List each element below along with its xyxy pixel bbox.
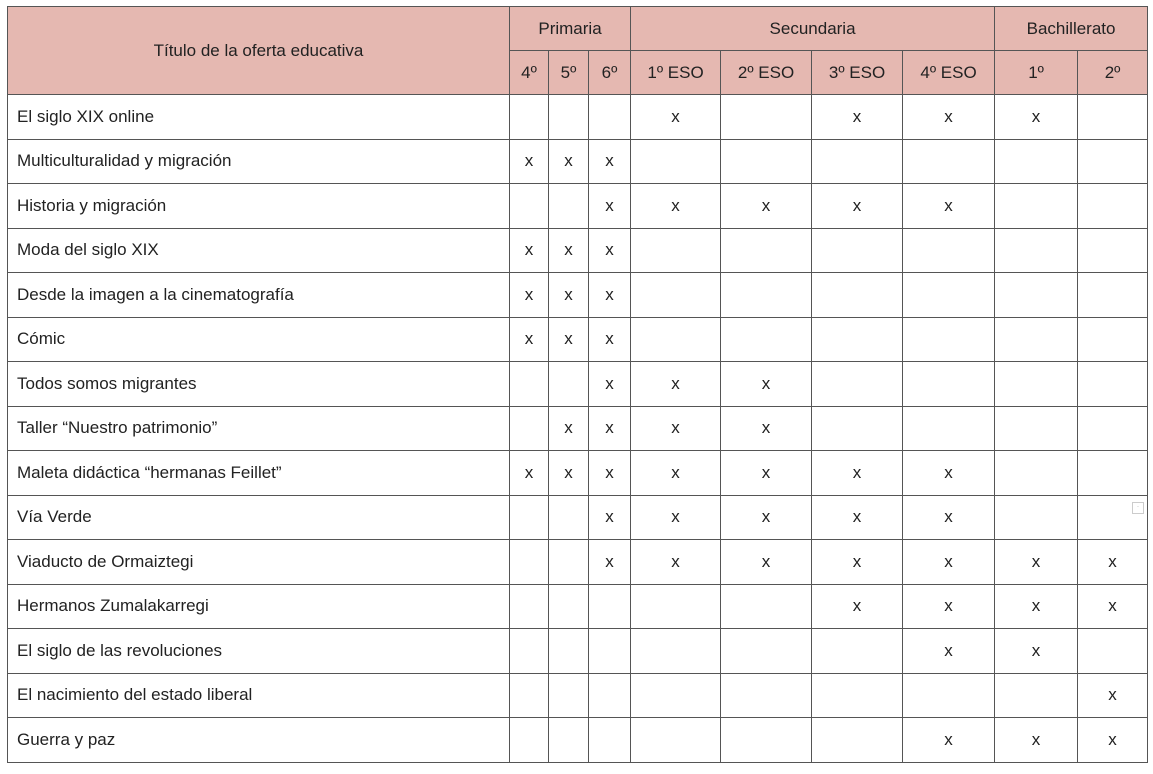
group-header-primaria: Primaria xyxy=(510,7,631,51)
offer-title-cell: El siglo XIX online xyxy=(8,95,510,140)
level-mark-cell: x xyxy=(995,629,1078,674)
offer-title-cell: El nacimiento del estado liberal xyxy=(8,673,510,718)
subcolumn-header: 4º xyxy=(510,51,549,95)
level-mark-cell xyxy=(721,228,812,273)
table-header xyxy=(8,7,1148,95)
level-mark-cell: x xyxy=(510,228,549,273)
level-mark-cell: x xyxy=(1078,584,1148,629)
level-mark-cell xyxy=(1078,362,1148,407)
level-mark-cell xyxy=(903,406,995,451)
level-mark-cell xyxy=(1078,317,1148,362)
level-mark-cell: x xyxy=(721,362,812,407)
table-row xyxy=(8,673,1148,718)
level-mark-cell xyxy=(1078,451,1148,496)
level-mark-cell xyxy=(549,95,589,140)
offer-title-cell: Vía Verde xyxy=(8,495,510,540)
level-mark-cell xyxy=(812,406,903,451)
level-mark-cell xyxy=(631,673,721,718)
level-mark-cell: x xyxy=(631,362,721,407)
level-mark-cell xyxy=(510,95,549,140)
table-row xyxy=(8,495,1148,540)
level-mark-cell: x xyxy=(903,95,995,140)
subcolumn-header: 2º xyxy=(1078,51,1148,95)
level-mark-cell xyxy=(510,540,549,585)
level-mark-cell: x xyxy=(631,540,721,585)
level-mark-cell xyxy=(549,718,589,763)
offer-title-cell: Todos somos migrantes xyxy=(8,362,510,407)
level-mark-cell xyxy=(1078,228,1148,273)
level-mark-cell: x xyxy=(995,718,1078,763)
level-mark-cell xyxy=(903,673,995,718)
offer-title-cell: Multiculturalidad y migración xyxy=(8,139,510,184)
table-row xyxy=(8,273,1148,318)
table-row xyxy=(8,317,1148,362)
level-mark-cell: x xyxy=(812,584,903,629)
level-mark-cell xyxy=(589,95,631,140)
level-mark-cell: x xyxy=(1078,540,1148,585)
level-mark-cell xyxy=(995,406,1078,451)
level-mark-cell xyxy=(721,139,812,184)
group-header-bachillerato: Bachillerato xyxy=(995,7,1148,51)
level-mark-cell: x xyxy=(903,629,995,674)
offer-title-cell: Maleta didáctica “hermanas Feillet” xyxy=(8,451,510,496)
level-mark-cell: x xyxy=(631,451,721,496)
level-mark-cell: x xyxy=(721,406,812,451)
table-row xyxy=(8,406,1148,451)
offer-title-cell: Guerra y paz xyxy=(8,718,510,763)
level-mark-cell xyxy=(903,317,995,362)
level-mark-cell xyxy=(721,317,812,362)
level-mark-cell: x xyxy=(549,317,589,362)
level-mark-cell: x xyxy=(549,228,589,273)
offer-title-cell: El siglo de las revoluciones xyxy=(8,629,510,674)
level-mark-cell xyxy=(812,317,903,362)
offer-title-cell: Hermanos Zumalakarregi xyxy=(8,584,510,629)
subcolumn-header: 1º ESO xyxy=(631,51,721,95)
level-mark-cell: x xyxy=(812,495,903,540)
level-mark-cell: x xyxy=(1078,718,1148,763)
level-mark-cell xyxy=(1078,139,1148,184)
level-mark-cell: x xyxy=(903,540,995,585)
level-mark-cell xyxy=(812,139,903,184)
subcolumn-header: 3º ESO xyxy=(812,51,903,95)
level-mark-cell: x xyxy=(721,451,812,496)
level-mark-cell xyxy=(510,362,549,407)
level-mark-cell: x xyxy=(589,362,631,407)
level-mark-cell: x xyxy=(589,317,631,362)
level-mark-cell xyxy=(995,184,1078,229)
level-mark-cell xyxy=(812,718,903,763)
level-mark-cell: x xyxy=(631,184,721,229)
level-mark-cell xyxy=(1078,184,1148,229)
level-mark-cell: x xyxy=(812,95,903,140)
level-mark-cell xyxy=(549,540,589,585)
level-mark-cell xyxy=(995,273,1078,318)
subcolumn-header: 4º ESO xyxy=(903,51,995,95)
level-mark-cell: x xyxy=(995,540,1078,585)
level-mark-cell xyxy=(721,673,812,718)
table-row xyxy=(8,228,1148,273)
level-mark-cell xyxy=(549,184,589,229)
table-row xyxy=(8,718,1148,763)
level-mark-cell: x xyxy=(903,584,995,629)
level-mark-cell xyxy=(812,629,903,674)
level-mark-cell xyxy=(721,718,812,763)
level-mark-cell xyxy=(903,139,995,184)
resize-handle-icon[interactable]: ⋅ xyxy=(1132,502,1144,514)
offer-title-cell: Desde la imagen a la cinematografía xyxy=(8,273,510,318)
level-mark-cell xyxy=(510,184,549,229)
table-row xyxy=(8,139,1148,184)
level-mark-cell xyxy=(721,95,812,140)
level-mark-cell: x xyxy=(903,451,995,496)
level-mark-cell xyxy=(995,228,1078,273)
level-mark-cell: x xyxy=(631,95,721,140)
table-row xyxy=(8,629,1148,674)
level-mark-cell: x xyxy=(589,228,631,273)
level-mark-cell: x xyxy=(589,406,631,451)
offer-title-cell: Cómic xyxy=(8,317,510,362)
offer-title-cell: Historia y migración xyxy=(8,184,510,229)
level-mark-cell xyxy=(549,362,589,407)
level-mark-cell xyxy=(631,273,721,318)
level-mark-cell xyxy=(589,718,631,763)
level-mark-cell: x xyxy=(903,718,995,763)
level-mark-cell xyxy=(995,139,1078,184)
level-mark-cell xyxy=(995,317,1078,362)
level-mark-cell: x xyxy=(549,406,589,451)
level-mark-cell xyxy=(510,718,549,763)
level-mark-cell: x xyxy=(589,540,631,585)
level-mark-cell: x xyxy=(631,406,721,451)
level-mark-cell: x xyxy=(812,184,903,229)
level-mark-cell xyxy=(510,495,549,540)
level-mark-cell xyxy=(1078,273,1148,318)
subcolumn-header: 6º xyxy=(589,51,631,95)
level-mark-cell: x xyxy=(589,495,631,540)
level-mark-cell xyxy=(1078,95,1148,140)
level-mark-cell xyxy=(1078,406,1148,451)
table-row xyxy=(8,95,1148,140)
level-mark-cell xyxy=(631,228,721,273)
level-mark-cell: x xyxy=(1078,673,1148,718)
table-row xyxy=(8,184,1148,229)
level-mark-cell xyxy=(589,584,631,629)
level-mark-cell: x xyxy=(510,451,549,496)
level-mark-cell: x xyxy=(903,495,995,540)
level-mark-cell xyxy=(903,228,995,273)
level-mark-cell xyxy=(549,495,589,540)
level-mark-cell xyxy=(631,317,721,362)
level-mark-cell xyxy=(995,673,1078,718)
level-mark-cell xyxy=(812,228,903,273)
level-mark-cell: x xyxy=(549,273,589,318)
level-mark-cell xyxy=(510,406,549,451)
level-mark-cell xyxy=(721,273,812,318)
level-mark-cell xyxy=(903,362,995,407)
level-mark-cell: x xyxy=(721,495,812,540)
level-mark-cell: x xyxy=(589,451,631,496)
level-mark-cell: x xyxy=(589,273,631,318)
subcolumn-header: 1º xyxy=(995,51,1078,95)
level-mark-cell: x xyxy=(812,451,903,496)
offer-table xyxy=(7,6,1148,763)
level-mark-cell: x xyxy=(589,139,631,184)
level-mark-cell xyxy=(631,718,721,763)
table-row xyxy=(8,362,1148,407)
level-mark-cell: x xyxy=(510,317,549,362)
level-mark-cell xyxy=(812,673,903,718)
title-column-header: Título de la oferta educativa xyxy=(8,7,510,95)
group-header-secundaria: Secundaria xyxy=(631,7,995,51)
level-mark-cell xyxy=(995,362,1078,407)
level-mark-cell: x xyxy=(995,584,1078,629)
subcolumn-header: 2º ESO xyxy=(721,51,812,95)
level-mark-cell xyxy=(510,584,549,629)
level-mark-cell: x xyxy=(589,184,631,229)
level-mark-cell xyxy=(995,451,1078,496)
table-row xyxy=(8,451,1148,496)
level-mark-cell: x xyxy=(721,540,812,585)
level-mark-cell xyxy=(1078,629,1148,674)
level-mark-cell: x xyxy=(549,451,589,496)
level-mark-cell xyxy=(812,273,903,318)
level-mark-cell xyxy=(721,584,812,629)
table-body xyxy=(8,95,1148,763)
level-mark-cell xyxy=(549,673,589,718)
level-mark-cell xyxy=(510,629,549,674)
level-mark-cell xyxy=(812,362,903,407)
level-mark-cell xyxy=(903,273,995,318)
offer-title-cell: Taller “Nuestro patrimonio” xyxy=(8,406,510,451)
level-mark-cell: x xyxy=(510,139,549,184)
subcolumn-header: 5º xyxy=(549,51,589,95)
level-mark-cell xyxy=(631,139,721,184)
level-mark-cell xyxy=(549,584,589,629)
level-mark-cell: x xyxy=(995,95,1078,140)
level-mark-cell xyxy=(510,673,549,718)
level-mark-cell xyxy=(589,673,631,718)
level-mark-cell xyxy=(631,629,721,674)
level-mark-cell: x xyxy=(631,495,721,540)
level-mark-cell xyxy=(721,629,812,674)
table-row xyxy=(8,584,1148,629)
level-mark-cell: x xyxy=(721,184,812,229)
level-mark-cell xyxy=(631,584,721,629)
level-mark-cell: x xyxy=(903,184,995,229)
level-mark-cell xyxy=(995,495,1078,540)
level-mark-cell: x xyxy=(510,273,549,318)
level-mark-cell xyxy=(589,629,631,674)
level-mark-cell: x xyxy=(549,139,589,184)
offer-title-cell: Moda del siglo XIX xyxy=(8,228,510,273)
offer-title-cell: Viaducto de Ormaiztegi xyxy=(8,540,510,585)
level-mark-cell xyxy=(549,629,589,674)
level-mark-cell: x xyxy=(812,540,903,585)
table-row xyxy=(8,540,1148,585)
